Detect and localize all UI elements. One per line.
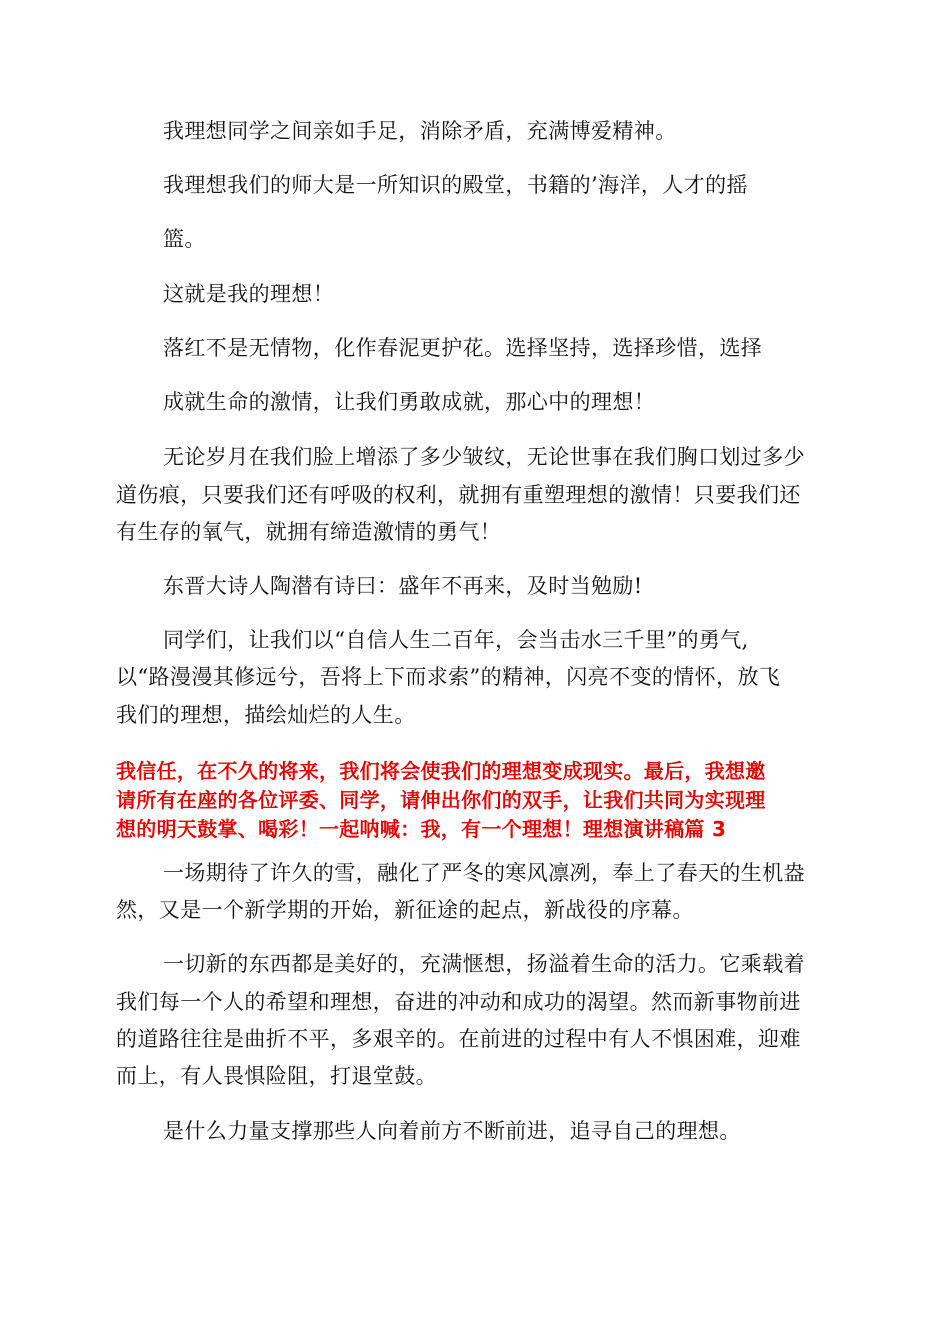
paragraph-line: 同学们，让我们以“自信人生二百年，会当击水三千里”的勇气, [163,628,749,652]
paragraph-line: 有生存的氧气，就拥有缔造激情的勇气！ [116,520,502,544]
paragraph-line: 这就是我的理想！ [163,282,335,306]
paragraph-line: 无论岁月在我们脸上增添了多少皱纹，无论世事在我们胸口划过多少 [163,445,805,469]
paragraph-line: 是什么力量支撑那些人向着前方不断前进，追寻自己的理想。 [163,1119,741,1143]
paragraph-line: 一切新的东西都是美好的，充满惬想，扬溢着生命的活力。它乘载着 [163,952,805,976]
paragraph-line: 东晋大诗人陶潜有诗曰：盛年不再来，及时当勉励! [163,574,643,598]
paragraph-line: 一场期待了许久的雪，融化了严冬的寒风凛冽，奉上了春天的生机盎 [163,861,805,885]
paragraph-line: 我理想同学之间亲如手足，消除矛盾，充满博爱精神。 [163,119,677,143]
paragraph-line: 道伤痕，只要我们还有呼吸的权利，就拥有重塑理想的激情！只要我们还 [116,483,801,507]
highlight-line: 我信任，在不久的将来，我们将会使我们的理想变成现实。最后，我想邀 [116,759,766,783]
paragraph-line: 成就生命的激情，让我们勇敢成就，那心中的理想！ [163,390,656,414]
paragraph-line: 然，又是一个新学期的开始，新征途的起点，新战役的序幕。 [116,898,694,922]
paragraph-line: 篮。 [163,227,206,251]
paragraph-line: 而上，有人畏惧险阻，打退堂鼓。 [116,1064,437,1088]
paragraph-line: 以“路漫漫其修远兮，吾将上下而求索”的精神，闪亮不变的情怀，放飞 [116,665,781,689]
highlight-line: 请所有在座的各位评委、同学，请伸出你们的双手，让我们共同为实现理 [116,788,766,812]
paragraph-line: 我们的理想，描绘灿烂的人生。 [116,703,416,727]
paragraph-line: 落红不是无情物，化作春泥更护花。选择坚持，选择珍惜，选择 [163,336,763,360]
paragraph-line: 我理想我们的师大是一所知识的殿堂，书籍的’海洋，人才的摇 [163,173,748,197]
paragraph-line: 我们每一个人的希望和理想，奋进的冲动和成功的渴望。然而新事物前进 [116,990,801,1014]
highlight-line: 想的明天鼓掌、喝彩！一起呐喊：我，有一个理想！理想演讲稿篇 3 [116,817,727,841]
paragraph-line: 的道路往往是曲折不平，多艰辛的。在前进的过程中有人不惧困难，迎难 [116,1027,801,1051]
